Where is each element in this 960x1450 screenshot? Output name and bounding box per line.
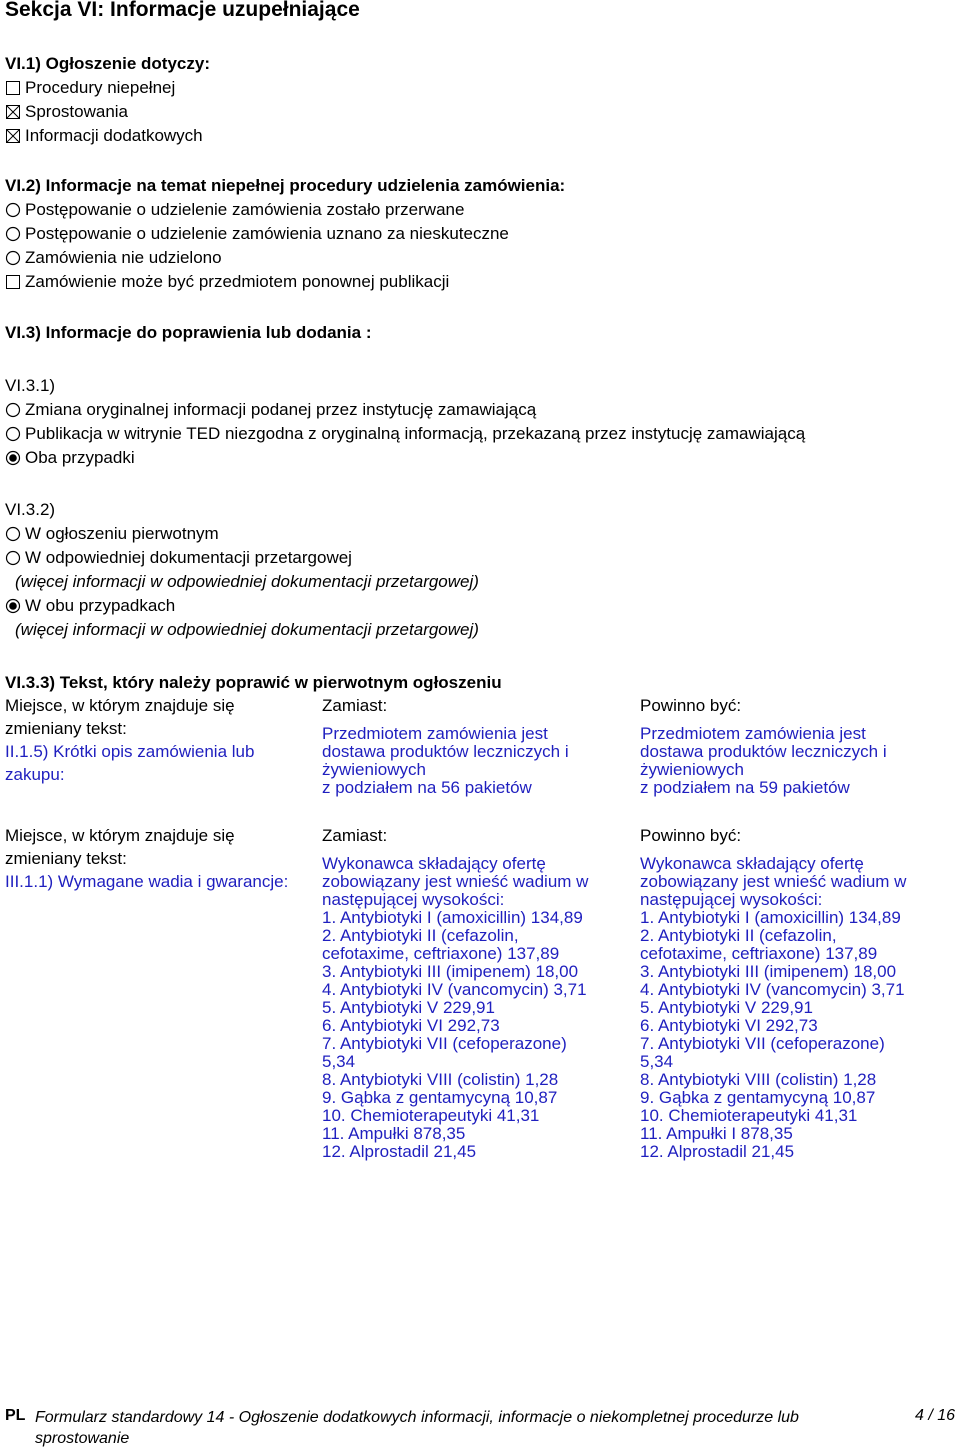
vi2-radio-nieskuteczne[interactable] [5,222,945,246]
place-value: II.1.5) Krótki opis zamówienia lub zakupu: [5,742,255,784]
vi33-section [5,671,945,695]
vi32-radio-obu[interactable] [5,594,945,618]
radio-empty-icon [5,426,21,442]
text-line: 3. Antybiotyki III (imipenem) 18,00 [322,962,579,981]
option-label: W ogłoszeniu pierwotnym [25,524,219,543]
radio-empty-icon [5,526,21,542]
instead-text [322,855,632,1161]
should-column [640,694,950,797]
should-text [640,725,950,797]
text-line: 5,34 [322,1052,356,1071]
text-line: 11. Ampułki I 878,35 [640,1124,793,1143]
footer-page-number: 4 / 16 [914,1407,955,1424]
option-label: Informacji dodatkowych [25,126,203,145]
text-line: 7. Antybiotyki VII (cefoperazone) [322,1034,567,1053]
should-label: Powinno być: [640,696,742,715]
vi2-checkbox-ponownej-publikacji[interactable] [5,270,945,294]
text-line: następującej wysokości: [322,890,505,909]
checkbox-crossed-icon [5,128,21,144]
vi1-option-sprostowania[interactable] [5,100,945,124]
text-line: Wykonawca składający ofertę [322,854,546,873]
instead-text [322,725,632,797]
instead-column [322,694,632,797]
text-line: następującej wysokości: [640,890,823,909]
vi31-radio-oba[interactable] [5,446,945,470]
radio-empty-icon [5,202,21,218]
text-line: 2. Antybiotyki II (cefazolin, [640,926,837,945]
vi31-heading: VI.3.1) [5,376,56,395]
option-label: Publikacja w witrynie TED niezgodna z oryginalną informacją, przekazaną przez instytucję zamawiającą [25,424,806,443]
vi31-radio-zmiana[interactable] [5,398,945,422]
option-label: Zamówienie może być przedmiotem ponownej publikacji [25,272,450,291]
vi32-radio-dokumentacji[interactable] [5,546,945,570]
text-line: 4. Antybiotyki IV (vancomycin) 3,71 [322,980,587,999]
vi3-section [5,321,945,345]
text-line: 12. Alprostadil 21,45 [640,1142,795,1161]
vi32-note: (więcej informacji w odpowiedniej dokumentacji przetargowej) [15,620,479,639]
text-line: 2. Antybiotyki II (cefazolin, [322,926,519,945]
vi32-section [5,498,945,642]
option-label: Sprostowania [25,102,129,121]
vi32-heading: VI.3.2) [5,500,56,519]
text-line: z podziałem na 56 pakietów [322,778,532,797]
vi32-note: (więcej informacji w odpowiedniej dokumentacji przetargowej) [15,572,479,591]
radio-selected-icon [5,598,21,614]
should-column [640,824,950,1161]
option-label: Procedury niepełnej [25,78,176,97]
vi2-radio-nie-udzielono[interactable] [5,246,945,270]
text-line: 9. Gąbka z gentamycyną 10,87 [640,1088,876,1107]
vi31-radio-ted[interactable] [5,422,945,446]
text-line: 8. Antybiotyki VIII (colistin) 1,28 [640,1070,877,1089]
text-line: zobowiązany jest wnieść wadium w [322,872,589,891]
text-line: Przedmiotem zamówienia jest [322,724,548,743]
text-line: 5. Antybiotyki V 229,91 [322,998,495,1017]
text-line: Przedmiotem zamówienia jest [640,724,866,743]
text-line: Wykonawca składający ofertę [640,854,864,873]
text-line: 12. Alprostadil 21,45 [322,1142,477,1161]
option-label: Zmiana oryginalnej informacji podanej przez instytucję zamawiającą [25,400,537,419]
vi2-heading: VI.2) Informacje na temat niepełnej procedury udzielenia zamówienia: [5,176,566,195]
text-line: 10. Chemioterapeutyki 41,31 [640,1106,858,1125]
option-label: Postępowanie o udzielenie zamówienia uznano za nieskuteczne [25,224,509,243]
radio-empty-icon [5,402,21,418]
text-line: 3. Antybiotyki III (imipenem) 18,00 [640,962,897,981]
text-line: 8. Antybiotyki VIII (colistin) 1,28 [322,1070,559,1089]
vi1-section [5,52,945,148]
instead-label: Zamiast: [322,826,388,845]
text-line: zobowiązany jest wnieść wadium w [640,872,907,891]
text-line: dostawa produktów leczniczych i [322,742,569,761]
checkbox-empty-icon [5,274,21,290]
vi31-section [5,374,945,470]
text-line: 10. Chemioterapeutyki 41,31 [322,1106,540,1125]
text-line: 4. Antybiotyki IV (vancomycin) 3,71 [640,980,905,999]
option-label: Zamówienia nie udzielono [25,248,222,267]
text-line: 1. Antybiotyki I (amoxicillin) 134,89 [322,908,583,927]
place-column [5,694,300,786]
should-text [640,855,950,1161]
vi3-heading: VI.3) Informacje do poprawienia lub dodania : [5,323,372,342]
option-label: Oba przypadki [25,448,135,467]
footer-language: PL [5,1407,26,1424]
text-line: 6. Antybiotyki VI 292,73 [640,1016,818,1035]
instead-column [322,824,632,1161]
place-value: III.1.1) Wymagane wadia i gwarancje: [5,872,289,891]
text-line: z podziałem na 59 pakietów [640,778,850,797]
text-line: dostawa produktów leczniczych i [640,742,887,761]
vi33-heading: VI.3.3) Tekst, który należy poprawić w pierwotnym ogłoszeniu [5,673,502,692]
text-line: 11. Ampułki 878,35 [322,1124,466,1143]
radio-empty-icon [5,226,21,242]
text-line: żywieniowych [640,760,744,779]
vi1-heading: VI.1) Ogłoszenie dotyczy: [5,54,210,73]
checkbox-crossed-icon [5,104,21,120]
radio-selected-icon [5,450,21,466]
vi2-radio-przerwane[interactable] [5,198,945,222]
vi32-radio-pierwotnym[interactable] [5,522,945,546]
text-line: 9. Gąbka z gentamycyną 10,87 [322,1088,558,1107]
radio-empty-icon [5,250,21,266]
instead-label: Zamiast: [322,696,388,715]
radio-empty-icon [5,550,21,566]
place-column [5,824,300,893]
place-label: Miejsce, w którym znajduje się zmieniany tekst: [5,696,235,738]
text-line: 7. Antybiotyki VII (cefoperazone) [640,1034,885,1053]
footer-form-name: Formularz standardowy 14 - Ogłoszenie dodatkowych informacji, informacje o niekompletnej procedurze lub sprostowanie [35,1409,799,1447]
text-line: cefotaxime, ceftriaxone) 137,89 [322,944,560,963]
text-line: żywieniowych [322,760,426,779]
vi2-section [5,174,945,294]
text-line: 5,34 [640,1052,674,1071]
option-label: W obu przypadkach [25,596,176,615]
text-line: 1. Antybiotyki I (amoxicillin) 134,89 [640,908,901,927]
option-label: Postępowanie o udzielenie zamówienia zostało przerwane [25,200,465,219]
should-label: Powinno być: [640,826,742,845]
text-line: cefotaxime, ceftriaxone) 137,89 [640,944,878,963]
vi1-option-procedury[interactable] [5,76,945,100]
section-title: Sekcja VI: Informacje uzupełniające [5,0,360,21]
text-line: 5. Antybiotyki V 229,91 [640,998,813,1017]
option-label: W odpowiedniej dokumentacji przetargowej [25,548,352,567]
vi1-option-informacji[interactable] [5,124,945,148]
checkbox-empty-icon [5,80,21,96]
place-label: Miejsce, w którym znajduje się zmieniany tekst: [5,826,235,868]
text-line: 6. Antybiotyki VI 292,73 [322,1016,500,1035]
